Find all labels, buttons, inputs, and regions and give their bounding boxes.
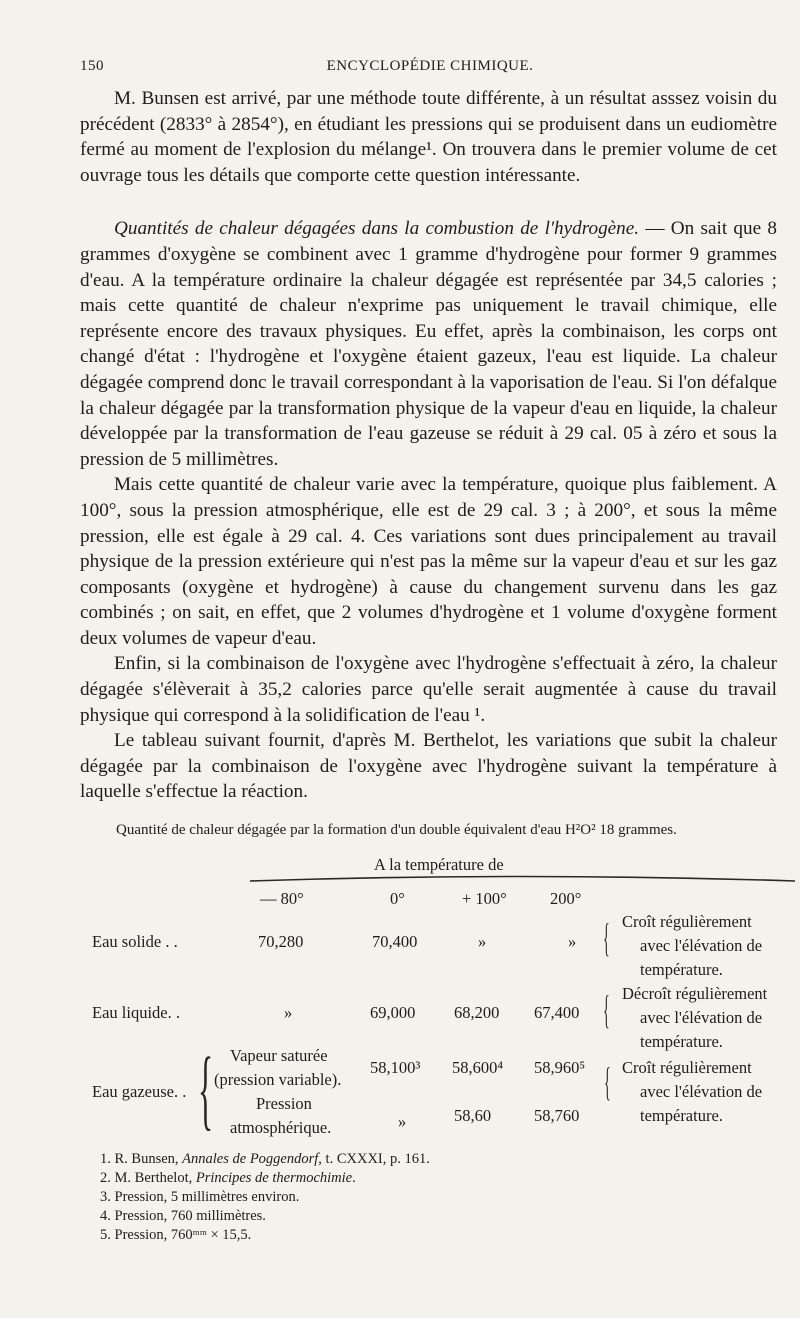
col-header-minus80: — 80° — [260, 889, 304, 908]
cell-gazeuse-pression-200: 58,760 — [534, 1106, 580, 1125]
note-liquide-2: avec l'élévation de — [640, 1008, 763, 1027]
row-label-solide: Eau solide . . — [92, 932, 178, 951]
note-liquide-1: Décroît régulièrement — [622, 984, 768, 1003]
brace-liquide: { — [603, 987, 610, 1032]
cell-liquide-100: 68,200 — [454, 1003, 500, 1022]
note-liquide-3: température. — [640, 1032, 723, 1051]
cell-liquide-minus80: » — [284, 1003, 293, 1022]
section-heading: Quantités de chaleur dégagées dans la combustion de l'hydrogène. — [114, 218, 640, 240]
paragraph-temperature: Mais cette quantité de chaleur varie avec la température, quoique plus faiblement. A 100°, sous la pression atmosphérique, elle est de 29 cal. 3 ; à 200°, et sous la même pression, elle est égale à 29 cal. 4. Ces variations sont dues principalement au travail physique de la pression extérieure qui n'est pas la même sur la vapeur d'eau et sur les gaz composants (oxygène et hydrogène) à cause du changement survenu dans les gaz combinés ; on sait, en effet, que 2 volumes d'hydrogène et 1 volume d'oxygène forment deux volumes de vapeur d'eau. — [80, 474, 777, 649]
cell-gazeuse-vapeur-100: 58,600⁴ — [452, 1058, 504, 1077]
col-header-100: + 100° — [462, 889, 507, 908]
page-number: 150 — [80, 58, 104, 74]
paragraph-bunsen: M. Bunsen est arrivé, par une méthode toute différente, à un résultat asssez voisin du précédent (2833° à 2854°), en étudiant les pressions qui se produisent dans un eudiomètre fermé au moment de l'explosion du mélange¹. On trouvera dans le premier volume de cet ouvrage tous les détails que comporte cette question intéressante. — [80, 88, 777, 186]
note-solide-2: avec l'élévation de — [640, 936, 763, 955]
note-solide-3: température. — [640, 960, 723, 979]
note-gazeuse-3: température. — [640, 1106, 723, 1125]
row-label-liquide: Eau liquide. . — [92, 1003, 180, 1022]
cell-liquide-200: 67,400 — [534, 1003, 580, 1022]
cell-gazeuse-vapeur-200: 58,960⁵ — [534, 1058, 586, 1077]
footnote: 5. Pression, 760ᵐᵐ × 15,5. — [100, 1227, 252, 1243]
cell-gazeuse-vapeur-0: 58,100³ — [370, 1058, 421, 1077]
note-gazeuse-1: Croît régulièrement — [622, 1058, 752, 1077]
paragraph-solidification: Enfin, si la combinaison de l'oxygène avec l'hydrogène s'effectuait à zéro, la chaleur dégagée s'élèverait à 35,2 calories parce qu'elle serait augmentée à cause du travail physique qui correspond à la solidification de l'eau ¹. — [80, 653, 777, 726]
cell-solide-100: » — [478, 932, 487, 951]
cell-gazeuse-pression-0: » — [398, 1112, 407, 1131]
sub-label-vapeur-1: Vapeur saturée — [230, 1046, 328, 1065]
sub-label-vapeur-2: (pression variable). — [214, 1070, 342, 1089]
sub-label-pression-2: atmosphérique. — [230, 1118, 332, 1137]
paragraph-combustion-text: — On sait que 8 grammes d'oxygène se combinent avec 1 gramme d'hydrogène pour former 9 grammes d'eau. A la température ordinaire la chaleur dégagée est représentée par 34,5 calories ; mais cette quantité de chaleur n'exprime pas uniquement le travail chimique, elle représente encore des travaux physiques. Eu effet, après la combinaison, les corps ont changé d'état : l'hydrogène et l'oxygène étaient gazeux, l'eau est liquide. La chaleur dégagée comprend donc le travail correspondant à la vaporisation de l'eau. Si l'on défalque la chaleur dégagée par la transformation physique de la vapeur d'eau en liquide, la chaleur développée par la transformation de l'eau gazeuse se réduit à 29 cal. 05 à zéro et sous la pression de 5 millimètres. — [80, 218, 777, 470]
cell-solide-0: 70,400 — [372, 932, 418, 951]
note-solide-1: Croît régulièrement — [622, 912, 752, 931]
footnote: 3. Pression, 5 millimètres environ. — [100, 1189, 300, 1205]
running-title: ENCYCLOPÉDIE CHIMIQUE. — [326, 58, 534, 74]
table-caption: Quantité de chaleur dégagée par la formation d'un double équivalent d'eau H²O² 18 grammes. — [116, 822, 677, 838]
sub-label-pression-1: Pression — [256, 1094, 312, 1113]
footnote: 1. R. Bunsen, Annales de Poggendorf, t. CXXXI, p. 161. — [100, 1151, 430, 1167]
note-gazeuse-2: avec l'élévation de — [640, 1082, 763, 1101]
row-label-gazeuse: Eau gazeuse. . — [92, 1082, 187, 1101]
paragraph-berthelot: Le tableau suivant fournit, d'après M. Berthelot, les variations que subit la chaleur dégagée par la combinaison de l'oxygène avec l'hydrogène suivant la température à laquelle s'effectue la réaction. — [80, 730, 777, 803]
col-header-200: 200° — [550, 889, 582, 908]
cell-solide-200: » — [568, 932, 577, 951]
col-header-0: 0° — [390, 889, 405, 908]
footnotes — [100, 1150, 430, 1245]
brace-solide: { — [603, 915, 610, 960]
brace-gazeuse-right: { — [604, 1059, 611, 1104]
cell-gazeuse-pression-100: 58,60 — [454, 1106, 492, 1125]
footnote: 2. M. Berthelot, Principes de thermochimie. — [100, 1170, 356, 1186]
brace-gazeuse-left: { — [198, 1040, 214, 1139]
footnote: 4. Pression, 760 millimètres. — [100, 1208, 266, 1224]
cell-solide-minus80: 70,280 — [258, 932, 304, 951]
cell-liquide-0: 69,000 — [370, 1003, 416, 1022]
header-rule — [250, 874, 795, 882]
table-group-header: A la température de — [374, 855, 504, 874]
